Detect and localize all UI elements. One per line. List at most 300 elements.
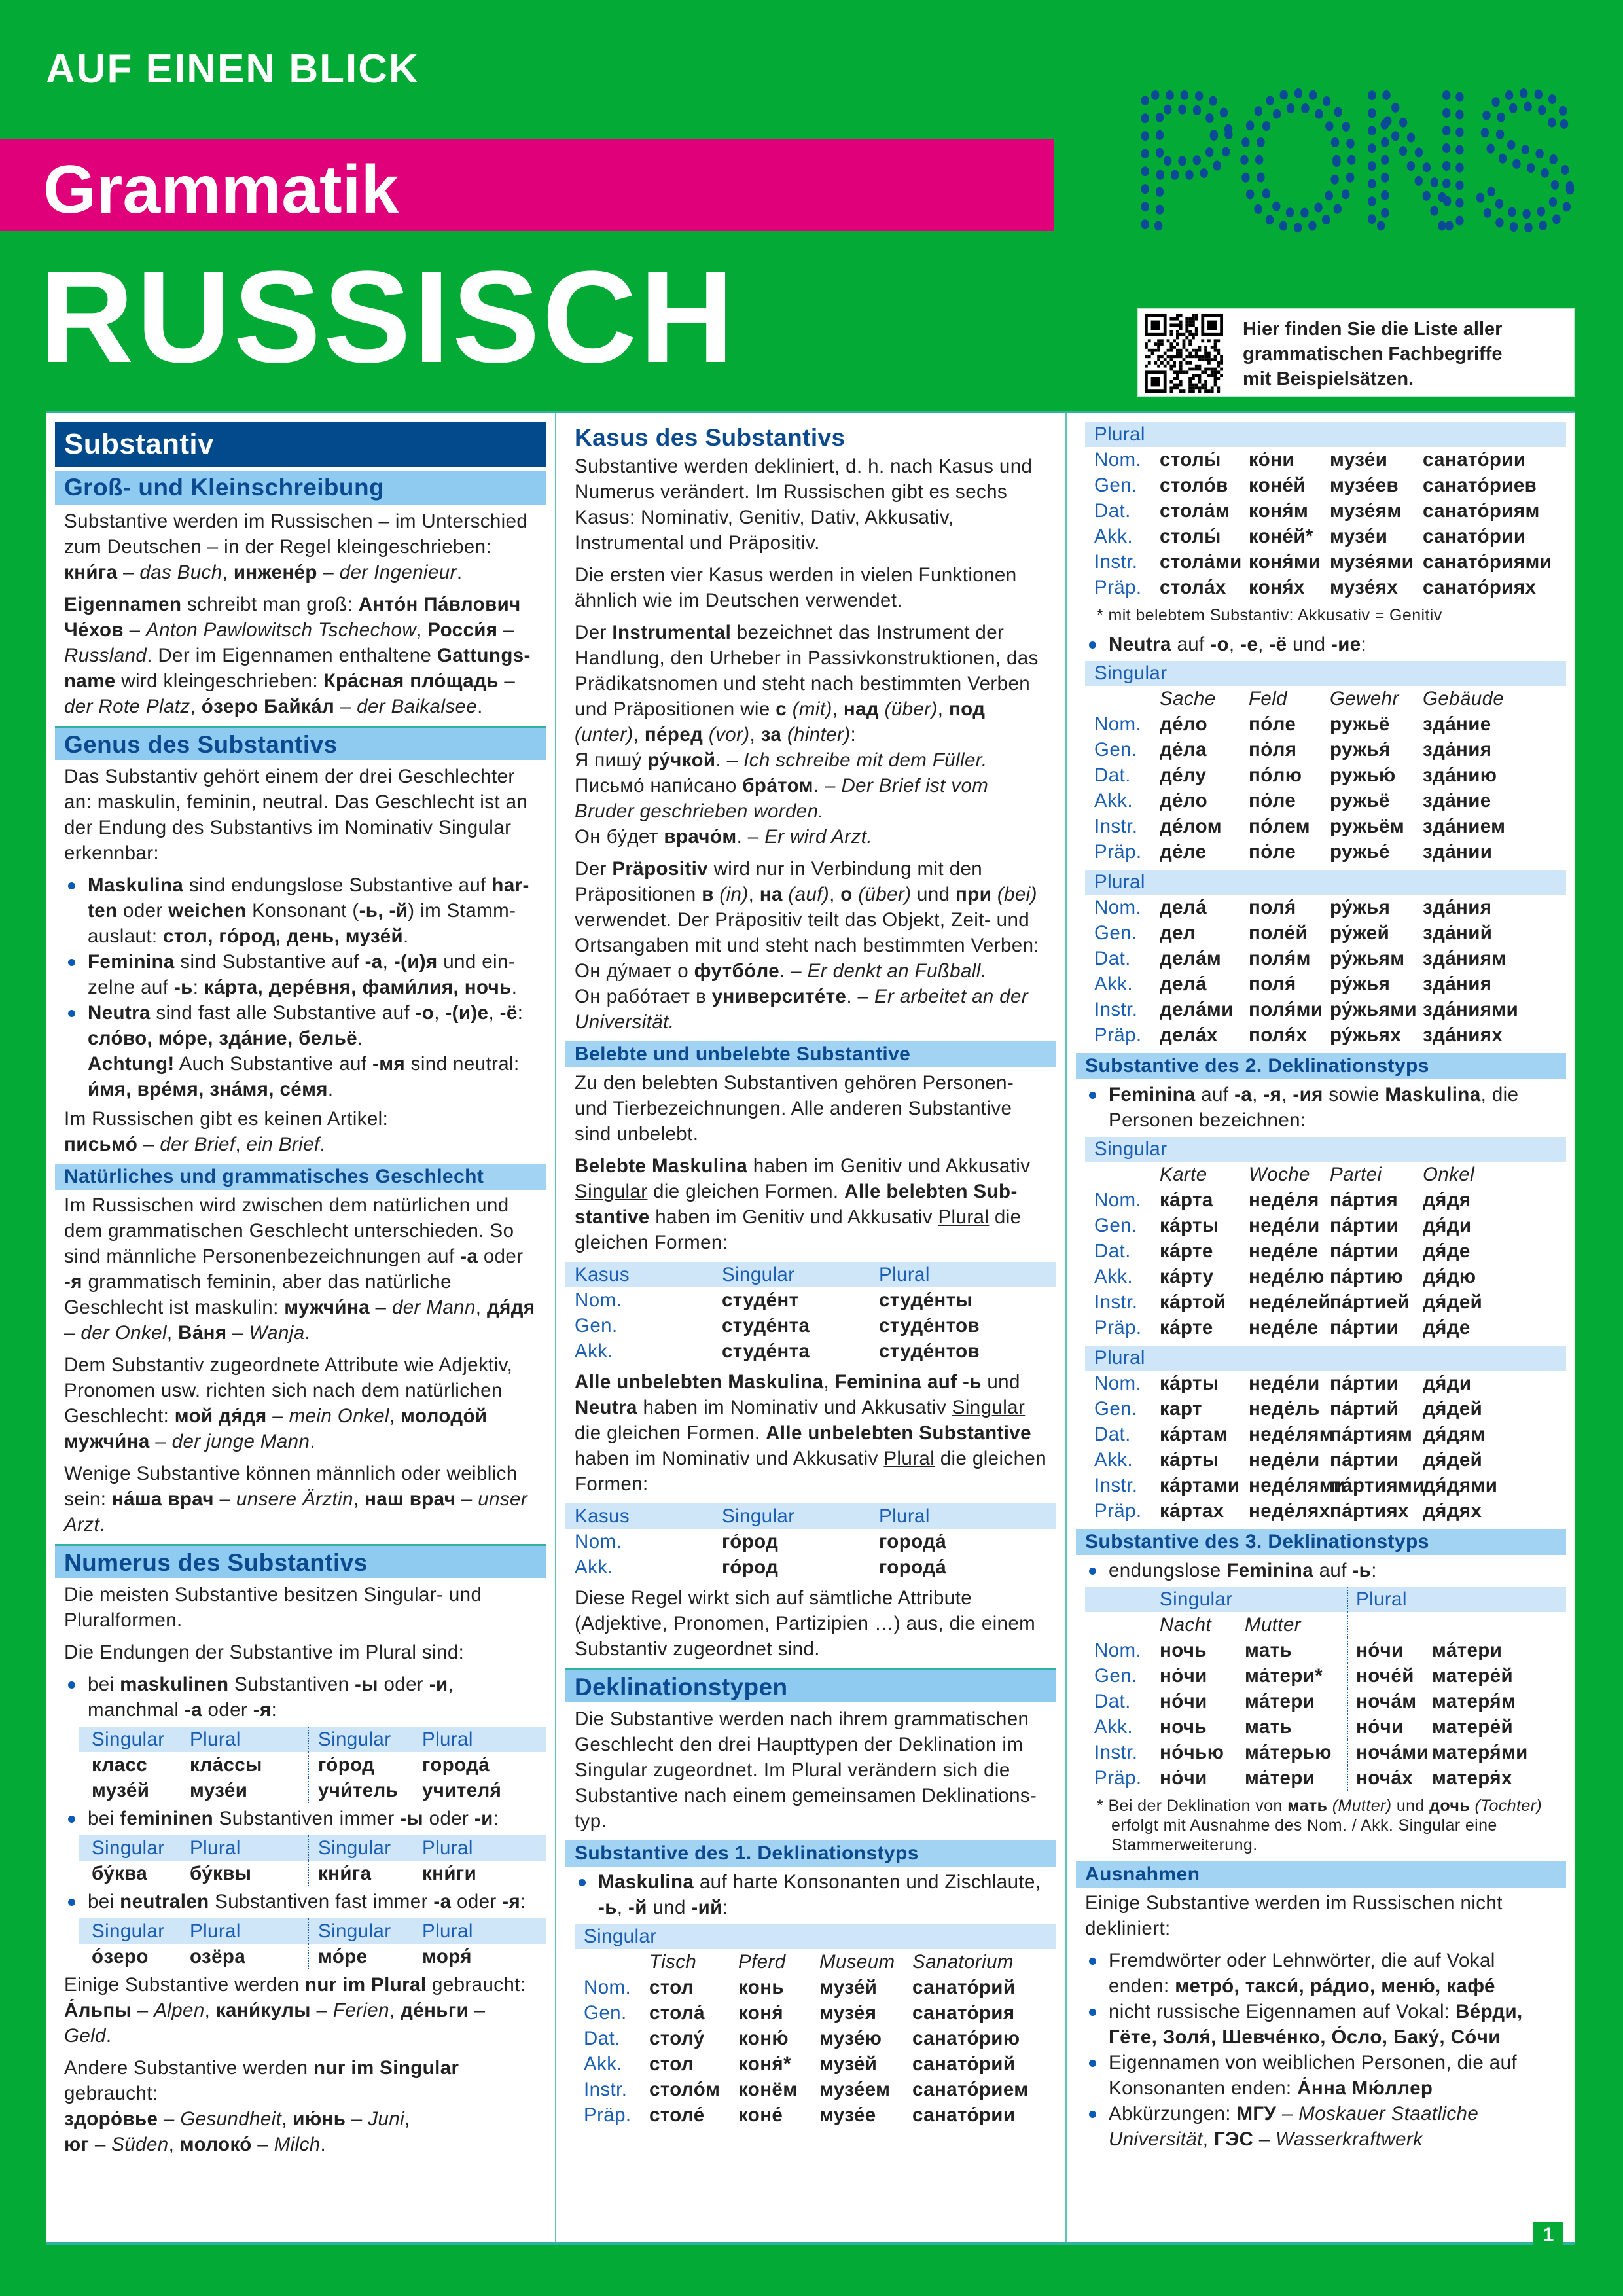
bold-text: Neutra: [1109, 634, 1171, 655]
table-cell: коне́й*: [1249, 526, 1313, 547]
table-cell: па́ртию: [1330, 1266, 1404, 1287]
table-cell: неде́ле: [1249, 1240, 1319, 1262]
table-cell: города́: [879, 1556, 947, 1578]
table-cell: матере́й: [1432, 1716, 1514, 1738]
table-cell: па́ртии: [1330, 1372, 1399, 1394]
case-label: Akk.: [575, 1340, 613, 1362]
bold-text: Alle unbelebten Substantive: [766, 1422, 1031, 1444]
case-label: Nom.: [1094, 449, 1142, 471]
gloss-label: Karte: [1160, 1164, 1207, 1185]
table-row: [565, 1529, 1056, 1554]
qr-code-icon[interactable]: [1145, 314, 1223, 393]
table-cell: неде́ли: [1249, 1372, 1320, 1394]
table-cell: де́ла: [1160, 739, 1207, 761]
text-run: –: [149, 1431, 172, 1452]
table-cell: зда́ниях: [1423, 1024, 1503, 1046]
bold-text: письмо́: [64, 1134, 138, 1155]
bold-text: neutralen: [120, 1891, 209, 1912]
table-cell: Singular: [722, 1505, 795, 1527]
table-cell: ка́рта: [1160, 1189, 1213, 1211]
table-cell: ружьё: [1330, 713, 1390, 735]
bold-text: -ё: [1269, 634, 1287, 655]
text-run: [781, 724, 787, 745]
case-label: Gen.: [1094, 1398, 1137, 1420]
table-row: [1085, 920, 1566, 946]
table-cell: моря́: [422, 1946, 472, 1967]
case-table: [565, 1262, 1056, 1364]
table-cell: ружьём: [1330, 816, 1405, 837]
text-run: –: [64, 1322, 81, 1344]
section-heading: Deklinationstypen: [565, 1668, 1056, 1702]
table-row: [1085, 971, 1566, 997]
text-run: grammatisch feminin, aber das natürliche Geschlecht ist maskulin:: [64, 1271, 452, 1318]
table-cell: ка́рты: [1160, 1372, 1219, 1394]
table-row: [1085, 1498, 1566, 1524]
table-row: [1085, 839, 1566, 865]
table-cell: по́ля: [1249, 739, 1297, 761]
text-run: Einige Substantive werden im Russischen nicht dekliniert:: [1085, 1892, 1503, 1939]
text-run: ,: [616, 1897, 628, 1918]
list-item: [64, 1889, 537, 1914]
table-cell: музе́ем: [819, 2079, 891, 2100]
case-label: Präp.: [1094, 1317, 1142, 1338]
table-cell: санато́рии: [1423, 526, 1526, 547]
table-row: [1085, 1289, 1566, 1315]
table-cell: неде́лей: [1249, 1291, 1331, 1313]
italic-text: (bei): [997, 884, 1037, 905]
table-cell: Plural: [422, 1729, 473, 1750]
table-band: [1085, 1587, 1566, 1612]
table-cell: стола́х: [1160, 577, 1226, 598]
text-run: Он рабо́тает в: [575, 986, 712, 1007]
italic-text: Der Brief ist vom Bruder geschrieben worden.: [575, 775, 989, 822]
italic-text: unsere Ärztin: [236, 1488, 353, 1510]
table-cell: ружью́: [1330, 764, 1396, 786]
text-run: nicht russische Eigennamen auf Vokal:: [1109, 2001, 1456, 2022]
table-cell: Singular: [92, 1729, 165, 1750]
bold-text: -я: [502, 1891, 521, 1912]
table-cell: ноча́ми: [1347, 1740, 1432, 1765]
table-cell: конь: [738, 1977, 784, 1998]
table-row: [565, 1313, 1056, 1338]
table-cell: города́: [879, 1531, 947, 1552]
text-run: ,: [1258, 634, 1270, 655]
text-run: . –: [779, 960, 808, 982]
text-run: :: [520, 1891, 526, 1912]
bold-text: nur im Plural: [304, 1974, 427, 1996]
gloss-label: Tisch: [649, 1951, 697, 1973]
table-cell: ру́жья: [1330, 973, 1391, 995]
case-label: Gen.: [1094, 1215, 1137, 1236]
text-run: sowie: [1323, 1084, 1385, 1105]
table-cell: но́чи: [1160, 1767, 1207, 1789]
plural-examples-table: [79, 1835, 546, 1886]
bold-text: кни́га: [64, 562, 118, 583]
bullet-list: [55, 872, 546, 1102]
qr-caption-line: mit Beispielsätzen.: [1243, 368, 1414, 389]
text-run: ,: [389, 1405, 401, 1427]
table-cell: санато́риями: [1423, 551, 1552, 573]
qr-info-box[interactable]: [1137, 308, 1575, 397]
text-run: * mit belebtem Substantiv: Akkusativ = Genitiv: [1097, 606, 1442, 624]
case-label: Nom.: [1094, 1640, 1142, 1661]
table-cell: Kasus: [575, 1264, 630, 1285]
gloss-label: Partei: [1330, 1164, 1382, 1185]
case-label: Gen.: [1094, 475, 1137, 496]
table-cell: ка́ртах: [1160, 1500, 1224, 1522]
text-run: haben im Genitiv und Akkusativ: [649, 1206, 938, 1228]
table-cell: неде́ль: [1249, 1398, 1320, 1420]
text-run: und: [911, 884, 956, 905]
table-row: [1085, 1238, 1566, 1264]
italic-text: der Onkel: [80, 1322, 167, 1344]
table-row: [1085, 788, 1566, 814]
table-cell: го́род: [308, 1752, 422, 1778]
text-run: oder: [423, 1808, 474, 1829]
spacer: [1094, 1162, 1160, 1187]
table-cell: неде́лю: [1249, 1266, 1325, 1287]
table-cell: музе́е: [819, 2104, 876, 2126]
bold-text: maskulinen: [120, 1674, 229, 1695]
text-run: und: [1287, 634, 1331, 655]
table-cell: но́чью: [1160, 1742, 1224, 1763]
case-label: Gen.: [584, 2002, 627, 2024]
table-row: [1085, 575, 1566, 600]
list-item: [64, 1672, 537, 1723]
list-item: [64, 949, 537, 1000]
text-run: ,: [1281, 1084, 1293, 1105]
text-run: Eigennamen von weiblichen Personen, die auf Konsonanten enden:: [1109, 2052, 1517, 2099]
table-cell: дела́ми: [1160, 999, 1234, 1020]
bold-text: юг: [64, 2134, 90, 2155]
table-cell: матеря́м: [1432, 1691, 1516, 1712]
table-row: [1085, 1022, 1566, 1048]
bold-text: Achtung!: [88, 1053, 175, 1075]
bold-text: стол, го́род, день, музе́й: [163, 925, 404, 947]
table-cell: столо́в: [1160, 475, 1228, 496]
paragraph: [565, 856, 1056, 1035]
bold-text: мужчи́на: [284, 1297, 370, 1318]
case-label: Instr.: [1094, 1475, 1138, 1496]
bold-text: над: [843, 698, 880, 720]
table-cell: коне́й: [1249, 475, 1306, 496]
text-run: haben im Genitiv und Akkusativ: [747, 1155, 1031, 1177]
gloss-label: Gebäude: [1423, 688, 1505, 709]
bullet-list: [565, 1869, 1056, 1920]
bold-text: Gattungsname: [64, 645, 531, 692]
table-cell: стола́: [649, 2002, 705, 2024]
table-cell: бу́квы: [190, 1863, 252, 1884]
table-cell: ма́тери: [1245, 1767, 1315, 1789]
column-3: [1067, 413, 1575, 2242]
text-run: Письмо́ напи́сано: [575, 775, 743, 797]
table-row: [575, 2026, 1056, 2051]
bullet-list: [1076, 1948, 1566, 2152]
table-row: [79, 1861, 546, 1886]
italic-text: der Rote Platz: [64, 696, 190, 717]
bold-text: Alle belebten Substantive: [575, 1181, 1018, 1228]
table-cell: мать: [1245, 1716, 1293, 1738]
table-cell: ру́жьями: [1330, 999, 1418, 1020]
paragraph: [565, 1585, 1056, 1662]
declension-table: [1085, 1587, 1566, 1791]
text-run: und einzelne auf: [88, 951, 515, 998]
case-label: Akk.: [575, 1556, 613, 1578]
bold-text: метро́, такси́, ра́дио, меню́, кафе́: [1175, 1975, 1495, 1997]
table-cell: ружья́: [1330, 739, 1391, 761]
case-label: Gen.: [1094, 922, 1137, 944]
paragraph: [55, 1461, 546, 1537]
table-band: Singular: [575, 1924, 1056, 1949]
text-run: :: [271, 1699, 277, 1721]
paragraph: [565, 1706, 1056, 1834]
italic-text: (über): [884, 698, 938, 720]
text-run: [991, 884, 997, 905]
text-run: .: [403, 925, 409, 947]
table-row: [1085, 762, 1566, 788]
table-cell: Plural: [190, 1729, 241, 1750]
italic-text: unser Arzt: [64, 1488, 528, 1535]
text-run: . –: [846, 986, 874, 1007]
bold-text: А́льпы: [64, 2000, 132, 2021]
table-cell: па́ртии: [1330, 1215, 1399, 1236]
table-cell: зда́нии: [1423, 841, 1493, 863]
table-cell: дела́х: [1160, 1024, 1218, 1046]
table-row: [565, 1554, 1056, 1580]
table-cell: па́ртиями: [1330, 1475, 1425, 1496]
paragraph: [55, 592, 546, 719]
case-label: Präp.: [584, 2104, 632, 2126]
text-run: ,: [937, 698, 949, 720]
table-row: [79, 1918, 546, 1944]
table-cell: музе́й: [819, 1977, 878, 1998]
content-panel: [46, 411, 1575, 2245]
text-run: ,: [633, 724, 645, 745]
table-cell: го́род: [722, 1556, 779, 1578]
bold-text: мой дя́дя: [174, 1405, 267, 1427]
bullet-list: [1076, 1082, 1566, 1133]
bold-text: Instrumental: [612, 622, 732, 643]
column-2: [556, 413, 1067, 2242]
text-run: Der: [575, 858, 613, 880]
case-label: Instr.: [1094, 816, 1138, 837]
table-row: [1085, 1765, 1566, 1791]
text-run: bei: [88, 1674, 120, 1695]
text-run: wird nur in Verbindung mit den Präpositionen: [575, 858, 983, 905]
bullet-list: [55, 1806, 546, 1831]
case-label: Präp.: [1094, 1500, 1142, 1522]
table-cell: стол: [649, 2053, 694, 2075]
paragraph: [55, 1582, 546, 1633]
table-cell: дя́дей: [1423, 1449, 1483, 1471]
table-cell: Plural: [190, 1920, 241, 1942]
qr-caption-line: Hier finden Sie die Liste aller: [1243, 319, 1503, 340]
table-cell: санато́риям: [1423, 500, 1540, 522]
table-cell: музе́ям: [1330, 500, 1402, 522]
case-label: Präp.: [1094, 841, 1142, 863]
italic-text: Süden: [111, 2134, 169, 2155]
italic-text: Er arbeitet an der Universität.: [575, 986, 1029, 1033]
case-label: Präp.: [1094, 577, 1142, 598]
table-cell: санато́рии: [1423, 449, 1526, 471]
gloss-label: Sache: [1160, 688, 1216, 709]
table-row: [575, 2051, 1056, 2077]
table-cell: па́ртий: [1330, 1398, 1399, 1420]
text-run: Auch Substantive auf: [174, 1053, 373, 1075]
text-run: Он бу́дет: [575, 826, 664, 848]
case-table: [565, 1503, 1056, 1580]
text-run: sind neutral:: [405, 1053, 520, 1075]
table-cell: неде́лям: [1249, 1424, 1334, 1445]
table-cell: коня́ми: [1249, 551, 1321, 573]
table-cell: студе́нтов: [879, 1315, 980, 1336]
bold-text: дя́дя: [486, 1297, 535, 1318]
bold-text: бра́том: [742, 775, 813, 797]
table-cell: де́ло: [1160, 790, 1208, 812]
table-cell: класс: [92, 1754, 148, 1776]
table-cell: неде́ля: [1249, 1189, 1319, 1211]
text-run: bezeichnet das Instrument der Handlung, den Urheber in Passivkonstruktionen, das Prädikatsnomen und steht nach bestimmten Verben und Präpositionen wie: [575, 622, 1039, 720]
text-run: sind fast alle Substantive auf: [150, 1002, 416, 1024]
table-cell: дя́дей: [1423, 1291, 1483, 1313]
text-run: –: [498, 670, 516, 692]
table-cell: поля́х: [1249, 1024, 1308, 1046]
section-heading: Genus des Substantivs: [55, 726, 546, 760]
text-run: Das Substantiv gehört einem der drei Geschlechter an: maskulin, feminin, neutral. Das Geschlecht ist an der Endung des Substantivs im Nominativ Singular erkennbar:: [64, 766, 528, 864]
text-run: Substantiven immer: [213, 1808, 401, 1829]
table-row: [575, 2000, 1056, 2026]
table-cell: студе́нта: [722, 1340, 810, 1362]
case-label: Instr.: [584, 2079, 628, 2100]
paragraph: [55, 1352, 546, 1454]
table-cell: зда́ниями: [1423, 999, 1519, 1020]
table-row: [1085, 1663, 1566, 1689]
paragraph: [55, 1193, 546, 1346]
list-item: [64, 872, 537, 949]
table-cell: матеря́ми: [1432, 1742, 1528, 1763]
italic-text: (Mutter): [1332, 1797, 1392, 1815]
paragraph: [55, 509, 546, 585]
text-run: .: [304, 1322, 311, 1344]
text-run: ,: [382, 951, 394, 973]
bold-text: -и: [474, 1808, 493, 1829]
spacer: [1094, 1612, 1160, 1638]
text-run: –: [213, 1488, 236, 1510]
case-label: Nom.: [584, 1977, 632, 1998]
table-cell: студе́нтов: [879, 1340, 980, 1362]
italic-text: Wanja: [249, 1322, 305, 1344]
gloss-row: [575, 1949, 1056, 1975]
declension-table: [1085, 422, 1566, 600]
text-run: die gleichen Formen:: [575, 1448, 1047, 1495]
text-run: –: [497, 619, 514, 641]
text-run: sind endungslose Substantive auf: [183, 874, 492, 896]
table-cell: ноча́х: [1347, 1765, 1432, 1791]
text-run: und: [981, 1371, 1020, 1393]
table-cell: па́ртии: [1330, 1449, 1399, 1471]
spacer: [584, 1949, 649, 1975]
text-run: ,: [488, 1002, 500, 1024]
text-run: auf harte Konsonanten und Zischlaute,: [694, 1871, 1041, 1893]
table-cell: музе́й: [819, 2053, 878, 2075]
text-run: * Bei der Deklination von: [1097, 1797, 1288, 1815]
table-cell: дя́ди: [1423, 1372, 1472, 1394]
bold-text: на́ша врач: [111, 1488, 214, 1510]
italic-text: Ich schreibe mit dem Füller.: [743, 749, 988, 771]
table-cell: санато́рии: [912, 2104, 1016, 2126]
case-label: Präp.: [1094, 1767, 1142, 1789]
paragraph: [55, 1972, 546, 2049]
kicker: AUF EINEN BLICK: [46, 46, 419, 92]
text-run: –: [455, 1488, 478, 1510]
text-run: ,: [168, 2134, 180, 2155]
table-row: [79, 1727, 546, 1752]
italic-text: der Baikalsee: [357, 696, 478, 717]
table-row: [575, 2102, 1056, 2128]
bold-text: инжене́р: [233, 562, 317, 583]
bold-text: кани́кулы: [215, 2000, 311, 2021]
paragraph: [565, 454, 1056, 556]
bold-text: молодо́й мужчи́на: [64, 1405, 488, 1452]
bold-text: дочь: [1429, 1797, 1471, 1815]
list-item: [1085, 1082, 1557, 1133]
bold-text: и́мя, вре́мя, зна́мя, се́мя: [88, 1079, 328, 1100]
table-cell: по́ле: [1249, 713, 1296, 735]
table-row: [1085, 447, 1566, 473]
table-cell: стол: [649, 1977, 694, 1998]
table-cell: Singular: [308, 1918, 422, 1944]
bold-text: -а: [433, 1891, 452, 1912]
bold-text: -(и)я: [393, 951, 438, 973]
table-cell: по́ле: [1249, 790, 1296, 812]
bold-text: Präpositiv: [612, 858, 708, 880]
table-cell: дя́дя: [1423, 1189, 1471, 1211]
text-run: –: [334, 696, 357, 717]
table-cell: учи́тель: [308, 1778, 422, 1803]
bold-text: -ия: [1293, 1084, 1323, 1105]
text-run: ,: [832, 698, 844, 720]
text-run: :: [493, 1808, 499, 1829]
text-run: bei: [88, 1808, 120, 1829]
table-cell: Singular: [308, 1835, 422, 1861]
underlined-text: Singular: [952, 1397, 1026, 1418]
text-run: [879, 698, 885, 720]
case-label: Akk.: [584, 2053, 622, 2075]
text-run: , manchmal: [88, 1674, 454, 1721]
table-cell: де́лом: [1160, 816, 1222, 837]
table-cell: мо́ре: [308, 1944, 422, 1969]
subsection-heading: Substantive des 3. Deklinationstyps: [1076, 1529, 1566, 1555]
paragraph: [55, 1106, 546, 1157]
gloss-label: Mutter: [1245, 1614, 1302, 1636]
text-run: –: [469, 2000, 486, 2021]
table-row: [79, 1752, 546, 1778]
table-cell: ка́ртам: [1160, 1424, 1228, 1445]
table-cell: дя́дями: [1423, 1475, 1498, 1496]
italic-text: Er denkt an Fußball.: [807, 960, 987, 982]
italic-text: (Tochter): [1474, 1797, 1543, 1815]
bold-text: Neutra: [88, 1002, 151, 1024]
table-cell: Plural: [422, 1837, 473, 1859]
list-item: [1085, 1948, 1557, 1999]
paragraph: [55, 1640, 546, 1665]
table-cell: ка́ртами: [1160, 1475, 1240, 1496]
paragraph: [565, 1369, 1056, 1497]
gloss-label: Museum: [819, 1951, 895, 1973]
text-run: Die Endungen der Substantive im Plural sind:: [64, 1641, 465, 1663]
text-run: ,: [1252, 1084, 1264, 1105]
table-cell: столы́: [1160, 449, 1221, 471]
